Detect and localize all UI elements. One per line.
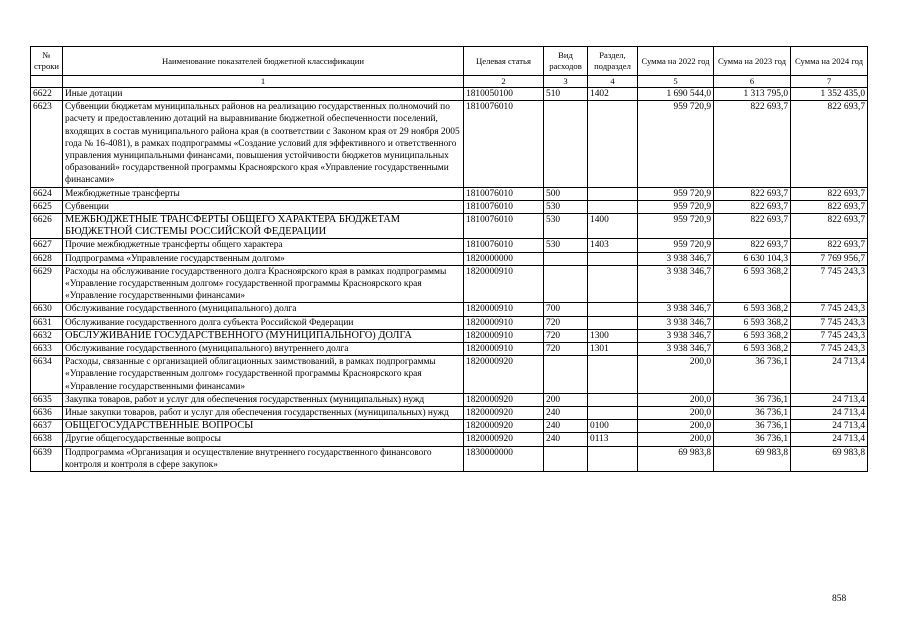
target-article: 1820000910 bbox=[464, 343, 544, 356]
amount-2022: 3 938 346,7 bbox=[638, 252, 714, 265]
table-row bbox=[31, 214, 868, 239]
indicator-name: Иные дотации bbox=[63, 88, 464, 101]
row-number: 6628 bbox=[31, 252, 63, 265]
column-number: 1 bbox=[63, 76, 464, 88]
expense-kind: 720 bbox=[544, 343, 588, 356]
indicator-name: Межбюджетные трансферты bbox=[63, 187, 464, 200]
indicator-name: Субвенции bbox=[63, 200, 464, 213]
expense-kind: 530 bbox=[544, 214, 588, 239]
row-number: 6638 bbox=[31, 433, 63, 446]
target-article: 1820000920 bbox=[464, 356, 544, 394]
table-row bbox=[31, 303, 868, 316]
column-number: 5 bbox=[638, 76, 714, 88]
header-2024: Сумма на 2024 год bbox=[791, 47, 868, 76]
table-row bbox=[31, 200, 868, 213]
expense-kind: 240 bbox=[544, 407, 588, 420]
amount-2022: 69 983,8 bbox=[638, 446, 714, 471]
target-article: 1820000920 bbox=[464, 420, 544, 433]
expense-kind: 240 bbox=[544, 420, 588, 433]
table-header bbox=[31, 47, 868, 88]
section-subsection bbox=[588, 446, 638, 471]
section-subsection bbox=[588, 101, 638, 187]
amount-2022: 200,0 bbox=[638, 407, 714, 420]
table-row bbox=[31, 420, 868, 433]
amount-2024: 7 745 243,3 bbox=[791, 329, 868, 342]
target-article: 1810050100 bbox=[464, 88, 544, 101]
section-subsection: 1402 bbox=[588, 88, 638, 101]
expense-kind: 530 bbox=[544, 239, 588, 252]
expense-kind: 720 bbox=[544, 316, 588, 329]
section-subsection: 1403 bbox=[588, 239, 638, 252]
column-number-empty bbox=[31, 76, 63, 88]
indicator-name: Обслуживание государственного (муниципального) долга bbox=[63, 303, 464, 316]
table-row bbox=[31, 101, 868, 187]
column-number: 2 bbox=[464, 76, 544, 88]
indicator-name: Иные закупки товаров, работ и услуг для обеспечения государственных (муниципальных) нужд bbox=[63, 407, 464, 420]
row-number: 6624 bbox=[31, 187, 63, 200]
header-target: Целевая статья bbox=[464, 47, 544, 76]
row-number: 6631 bbox=[31, 316, 63, 329]
expense-kind: 700 bbox=[544, 303, 588, 316]
indicator-name: Прочие межбюджетные трансферты общего характера bbox=[63, 239, 464, 252]
indicator-name: МЕЖБЮДЖЕТНЫЕ ТРАНСФЕРТЫ ОБЩЕГО ХАРАКТЕРА БЮДЖЕТАМ БЮДЖЕТНОЙ СИСТЕМЫ РОССИЙСКОЙ ФЕДЕРАЦИИ bbox=[63, 214, 464, 239]
amount-2024: 822 693,7 bbox=[791, 239, 868, 252]
target-article: 1810076010 bbox=[464, 214, 544, 239]
section-subsection bbox=[588, 252, 638, 265]
amount-2023: 6 593 368,2 bbox=[714, 303, 791, 316]
amount-2022: 3 938 346,7 bbox=[638, 343, 714, 356]
expense-kind: 240 bbox=[544, 433, 588, 446]
row-number: 6627 bbox=[31, 239, 63, 252]
amount-2023: 1 313 795,0 bbox=[714, 88, 791, 101]
indicator-name: Закупка товаров, работ и услуг для обеспечения государственных (муниципальных) нужд bbox=[63, 393, 464, 406]
amount-2024: 24 713,4 bbox=[791, 407, 868, 420]
indicator-name: ОБЩЕГОСУДАРСТВЕННЫЕ ВОПРОСЫ bbox=[63, 420, 464, 433]
amount-2024: 24 713,4 bbox=[791, 393, 868, 406]
expense-kind: 510 bbox=[544, 88, 588, 101]
amount-2024: 7 745 243,3 bbox=[791, 343, 868, 356]
amount-2024: 69 983,8 bbox=[791, 446, 868, 471]
amount-2024: 822 693,7 bbox=[791, 200, 868, 213]
column-number: 4 bbox=[588, 76, 638, 88]
amount-2022: 3 938 346,7 bbox=[638, 265, 714, 303]
amount-2024: 822 693,7 bbox=[791, 187, 868, 200]
section-subsection bbox=[588, 407, 638, 420]
table-row bbox=[31, 407, 868, 420]
amount-2023: 36 736,1 bbox=[714, 356, 791, 394]
amount-2023: 6 593 368,2 bbox=[714, 343, 791, 356]
target-article: 1820000920 bbox=[464, 433, 544, 446]
amount-2023: 822 693,7 bbox=[714, 214, 791, 239]
amount-2023: 822 693,7 bbox=[714, 200, 791, 213]
amount-2023: 36 736,1 bbox=[714, 433, 791, 446]
table-row bbox=[31, 343, 868, 356]
indicator-name: Подпрограмма «Управление государственным долгом» bbox=[63, 252, 464, 265]
table-row bbox=[31, 433, 868, 446]
row-number: 6622 bbox=[31, 88, 63, 101]
page-number: 858 bbox=[832, 594, 847, 604]
section-subsection bbox=[588, 316, 638, 329]
amount-2023: 69 983,8 bbox=[714, 446, 791, 471]
target-article: 1810076010 bbox=[464, 239, 544, 252]
column-number: 6 bbox=[714, 76, 791, 88]
amount-2024: 7 745 243,3 bbox=[791, 316, 868, 329]
amount-2022: 3 938 346,7 bbox=[638, 329, 714, 342]
amount-2022: 200,0 bbox=[638, 420, 714, 433]
amount-2024: 1 352 435,0 bbox=[791, 88, 868, 101]
section-subsection: 0100 bbox=[588, 420, 638, 433]
amount-2024: 822 693,7 bbox=[791, 101, 868, 187]
expense-kind: 200 bbox=[544, 393, 588, 406]
section-subsection bbox=[588, 187, 638, 200]
amount-2023: 36 736,1 bbox=[714, 393, 791, 406]
table-body bbox=[31, 88, 868, 472]
table-row bbox=[31, 239, 868, 252]
amount-2023: 6 593 368,2 bbox=[714, 329, 791, 342]
amount-2023: 36 736,1 bbox=[714, 407, 791, 420]
expense-kind bbox=[544, 265, 588, 303]
amount-2022: 959 720,9 bbox=[638, 214, 714, 239]
row-number: 6630 bbox=[31, 303, 63, 316]
indicator-name: Обслуживание государственного (муниципального) внутреннего долга bbox=[63, 343, 464, 356]
section-subsection bbox=[588, 265, 638, 303]
table-row bbox=[31, 329, 868, 342]
row-number: 6633 bbox=[31, 343, 63, 356]
header-2023: Сумма на 2023 год bbox=[714, 47, 791, 76]
row-number: 6625 bbox=[31, 200, 63, 213]
target-article: 1820000920 bbox=[464, 393, 544, 406]
header-name: Наименование показателей бюджетной классификации bbox=[63, 47, 464, 76]
header-kind: Вид расходов bbox=[544, 47, 588, 76]
expense-kind: 500 bbox=[544, 187, 588, 200]
amount-2023: 36 736,1 bbox=[714, 420, 791, 433]
row-number: 6623 bbox=[31, 101, 63, 187]
amount-2022: 3 938 346,7 bbox=[638, 316, 714, 329]
header-row-no: № строки bbox=[31, 47, 63, 76]
column-number: 7 bbox=[791, 76, 868, 88]
section-subsection: 0113 bbox=[588, 433, 638, 446]
target-article: 1820000910 bbox=[464, 265, 544, 303]
table-row bbox=[31, 265, 868, 303]
indicator-name: Субвенции бюджетам муниципальных районов на реализацию государственных полномочий по расчету и предоставлению дотаций на выравнивание бюджетной обеспеченности поселений, входящих в состав муниципального района края (в соответствии с Законом края от 29 ноября 2005 года № 16-4081), в рамках подпрограммы «Создание условий для эффективного и ответственного управления муниципальными финансами, повышения устойчивости бюджетов муниципальных образований» государственной программы Красноярского края «Управление государственными финансами» bbox=[63, 101, 464, 187]
target-article: 1820000910 bbox=[464, 303, 544, 316]
amount-2022: 959 720,9 bbox=[638, 187, 714, 200]
table-row bbox=[31, 356, 868, 394]
row-number: 6634 bbox=[31, 356, 63, 394]
header-2022: Сумма на 2022 год bbox=[638, 47, 714, 76]
table-row bbox=[31, 252, 868, 265]
target-article: 1810076010 bbox=[464, 101, 544, 187]
amount-2024: 7 745 243,3 bbox=[791, 265, 868, 303]
amount-2024: 822 693,7 bbox=[791, 214, 868, 239]
budget-table bbox=[30, 46, 868, 472]
expense-kind bbox=[544, 101, 588, 187]
row-number: 6626 bbox=[31, 214, 63, 239]
row-number: 6636 bbox=[31, 407, 63, 420]
amount-2023: 822 693,7 bbox=[714, 101, 791, 187]
indicator-name: Расходы на обслуживание государственного долга Красноярского края в рамках подпрограммы «Управление государственным долгом» государственной программы Красноярского края «Управление государственными финансами» bbox=[63, 265, 464, 303]
column-number-row bbox=[31, 76, 868, 88]
expense-kind: 720 bbox=[544, 329, 588, 342]
amount-2022: 200,0 bbox=[638, 356, 714, 394]
indicator-name: Другие общегосударственные вопросы bbox=[63, 433, 464, 446]
row-number: 6639 bbox=[31, 446, 63, 471]
amount-2022: 1 690 544,0 bbox=[638, 88, 714, 101]
row-number: 6629 bbox=[31, 265, 63, 303]
amount-2023: 6 593 368,2 bbox=[714, 265, 791, 303]
table-row bbox=[31, 446, 868, 471]
target-article: 1820000910 bbox=[464, 329, 544, 342]
amount-2024: 7 745 243,3 bbox=[791, 303, 868, 316]
indicator-name: Расходы, связанные с организацией облигационных заимствований, в рамках подпрограммы «Управление государственным долгом» государственной программы Красноярского края «Управление государственными финансами» bbox=[63, 356, 464, 394]
amount-2022: 3 938 346,7 bbox=[638, 303, 714, 316]
section-subsection: 1400 bbox=[588, 214, 638, 239]
section-subsection bbox=[588, 356, 638, 394]
section-subsection: 1301 bbox=[588, 343, 638, 356]
table-row bbox=[31, 187, 868, 200]
amount-2024: 24 713,4 bbox=[791, 420, 868, 433]
section-subsection: 1300 bbox=[588, 329, 638, 342]
amount-2023: 822 693,7 bbox=[714, 187, 791, 200]
table-row bbox=[31, 316, 868, 329]
amount-2022: 200,0 bbox=[638, 433, 714, 446]
amount-2023: 6 593 368,2 bbox=[714, 316, 791, 329]
amount-2024: 24 713,4 bbox=[791, 433, 868, 446]
amount-2024: 24 713,4 bbox=[791, 356, 868, 394]
indicator-name: ОБСЛУЖИВАНИЕ ГОСУДАРСТВЕННОГО (МУНИЦИПАЛЬНОГО) ДОЛГА bbox=[63, 329, 464, 342]
expense-kind bbox=[544, 252, 588, 265]
amount-2022: 959 720,9 bbox=[638, 239, 714, 252]
expense-kind: 530 bbox=[544, 200, 588, 213]
section-subsection bbox=[588, 393, 638, 406]
amount-2023: 6 630 104,3 bbox=[714, 252, 791, 265]
amount-2022: 200,0 bbox=[638, 393, 714, 406]
indicator-name: Обслуживание государственного долга субъекта Российской Федерации bbox=[63, 316, 464, 329]
amount-2022: 959 720,9 bbox=[638, 101, 714, 187]
target-article: 1820000910 bbox=[464, 316, 544, 329]
header-section: Раздел, подраздел bbox=[588, 47, 638, 76]
target-article: 1820000920 bbox=[464, 407, 544, 420]
section-subsection bbox=[588, 303, 638, 316]
column-number: 3 bbox=[544, 76, 588, 88]
indicator-name: Подпрограмма «Организация и осуществление внутреннего государственного финансового контроля и контроля в сфере закупок» bbox=[63, 446, 464, 471]
target-article: 1820000000 bbox=[464, 252, 544, 265]
amount-2023: 822 693,7 bbox=[714, 239, 791, 252]
table-row bbox=[31, 88, 868, 101]
target-article: 1810076010 bbox=[464, 187, 544, 200]
row-number: 6635 bbox=[31, 393, 63, 406]
target-article: 1830000000 bbox=[464, 446, 544, 471]
table-row bbox=[31, 393, 868, 406]
target-article: 1810076010 bbox=[464, 200, 544, 213]
amount-2022: 959 720,9 bbox=[638, 200, 714, 213]
amount-2024: 7 769 956,7 bbox=[791, 252, 868, 265]
row-number: 6632 bbox=[31, 329, 63, 342]
expense-kind bbox=[544, 446, 588, 471]
section-subsection bbox=[588, 200, 638, 213]
row-number: 6637 bbox=[31, 420, 63, 433]
expense-kind bbox=[544, 356, 588, 394]
